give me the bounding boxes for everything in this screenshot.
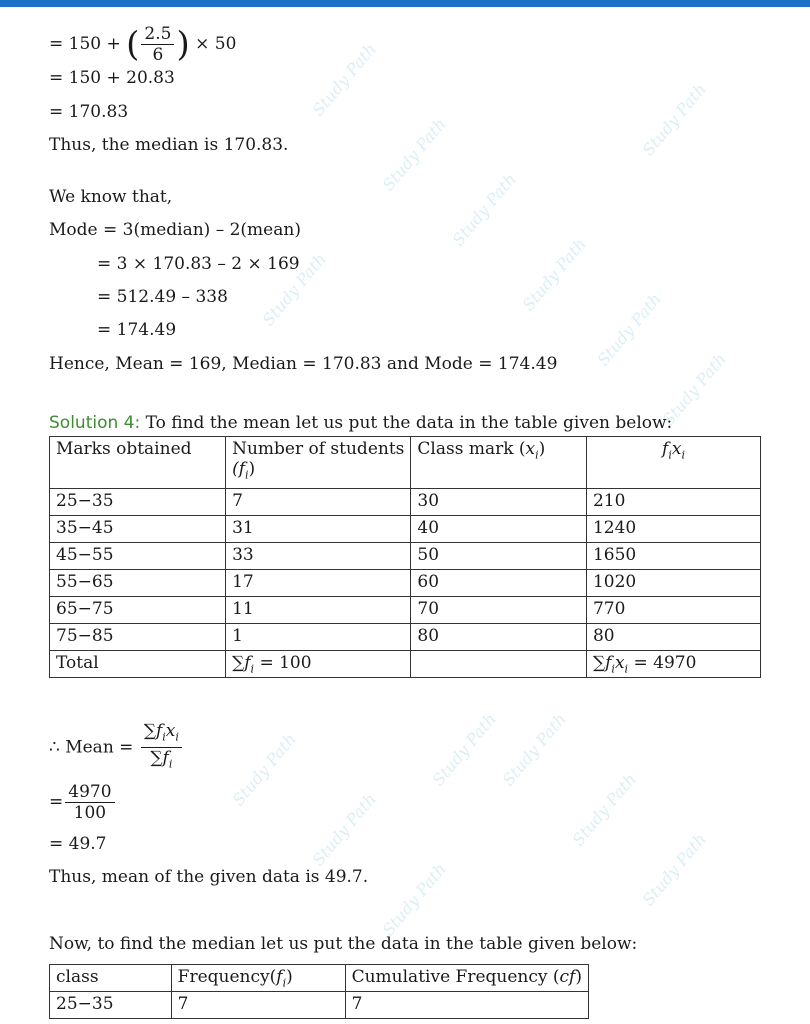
watermark: Study Path [308,789,380,870]
cell: 65−75 [50,597,226,624]
fraction: $\frac{2.5}{6}$ [141,25,174,64]
cell: 35−45 [50,516,226,543]
mode-intro: We know that, [49,187,173,207]
fraction: $\frac{\sum f_ix_i}{\sum f_i}$ [141,722,182,774]
watermark: Study Path [593,289,665,370]
mean-step-1: = $\frac{4970}{100}$ [49,780,117,824]
table-row [50,489,761,516]
cell: 25−35 [50,489,226,516]
mean-table [49,436,761,678]
table-header-row [50,437,761,489]
cell: 31 [226,516,411,543]
solution-4-heading [49,413,672,433]
table-row [50,624,761,651]
cell: 1020 [586,570,760,597]
header-cumulative: Cumulative Frequency (cf) [345,965,588,992]
cell-empty [411,651,587,678]
cell: 80 [411,624,587,651]
header-class-mark: Class mark $(x_i)$ [411,437,587,489]
watermark: Study Path [378,114,450,195]
watermark: Study Path [638,79,710,160]
watermark: Study Path [568,769,640,850]
mode-formula: Mode = 3(median) – 2(mean) [49,220,301,240]
cell: 1240 [586,516,760,543]
watermark: Study Path [638,829,710,910]
fraction: $\frac{4970}{100}$ [65,783,114,822]
watermark: Study Path [518,234,590,315]
cell: 75−85 [50,624,226,651]
table-row [50,597,761,624]
header-fixi: $f_ix_i$ [586,437,760,489]
mean-result: = 49.7 [49,834,107,854]
median-conclusion: Thus, the median is 170.83. [49,135,289,155]
header-class: class [50,965,172,992]
top-accent-bar [0,0,810,7]
cell: 33 [226,543,411,570]
mode-step-2: = 512.49 – 338 [97,287,228,307]
cell: 45−55 [50,543,226,570]
watermark: Study Path [448,169,520,250]
mode-step-1: = 3 × 170.83 – 2 × 169 [97,254,300,274]
header-students: Number of students $(f_i)$ [226,437,411,489]
watermark: Study Path [258,249,330,330]
median-step-2: = 150 + 20.83 [49,68,175,88]
cell: 60 [411,570,587,597]
median-step-1: = 150 + ( $\frac{2.5}{6}$ ) × 50 [49,24,237,65]
cell: 1 [226,624,411,651]
cell: 80 [586,624,760,651]
total-label: Total [50,651,226,678]
median-intro: Now, to find the median let us put the data in the table given below: [49,934,638,954]
median-step-3: = 170.83 [49,102,129,122]
table-total-row [50,651,761,678]
cell: 7 [345,992,588,1019]
watermark: Study Path [308,39,380,120]
sum-f: $\sum f_i = 100$ [226,651,411,678]
cell: 70 [411,597,587,624]
mode-conclusion: Hence, Mean = 169, Median = 170.83 and Mode = 174.49 [49,354,558,374]
table-row [50,543,761,570]
cell: 210 [586,489,760,516]
cell: 770 [586,597,760,624]
watermark: Study Path [228,729,300,810]
cell: 7 [171,992,345,1019]
watermark: Study Path [378,859,450,940]
cell: 55−65 [50,570,226,597]
table-header-row [50,965,589,992]
mode-step-3: = 174.49 [97,320,177,340]
sum-fx: $\sum f_ix_i = 4970$ [586,651,760,678]
watermark: Study Path [498,709,570,790]
header-marks: Marks obtained [50,437,226,489]
watermark: Study Path [658,349,730,430]
cell: 40 [411,516,587,543]
cell: 50 [411,543,587,570]
cell: 1650 [586,543,760,570]
solution-label: Solution 4: [49,413,141,433]
cell: 25−35 [50,992,172,1019]
solution-text: To find the mean let us put the data in the table given below: [140,413,673,433]
median-table [49,964,589,1019]
table-row [50,516,761,543]
cell: 30 [411,489,587,516]
table-row [50,570,761,597]
cell: 7 [226,489,411,516]
mean-conclusion: Thus, mean of the given data is 49.7. [49,867,369,887]
header-frequency: $Frequency(f_i)$ [171,965,345,992]
cell: 11 [226,597,411,624]
cell: 17 [226,570,411,597]
mean-formula: ∴ Mean = $\frac{\sum f_ix_i}{\sum f_i}$ [49,722,184,774]
table-row [50,992,589,1019]
watermark: Study Path [428,709,500,790]
